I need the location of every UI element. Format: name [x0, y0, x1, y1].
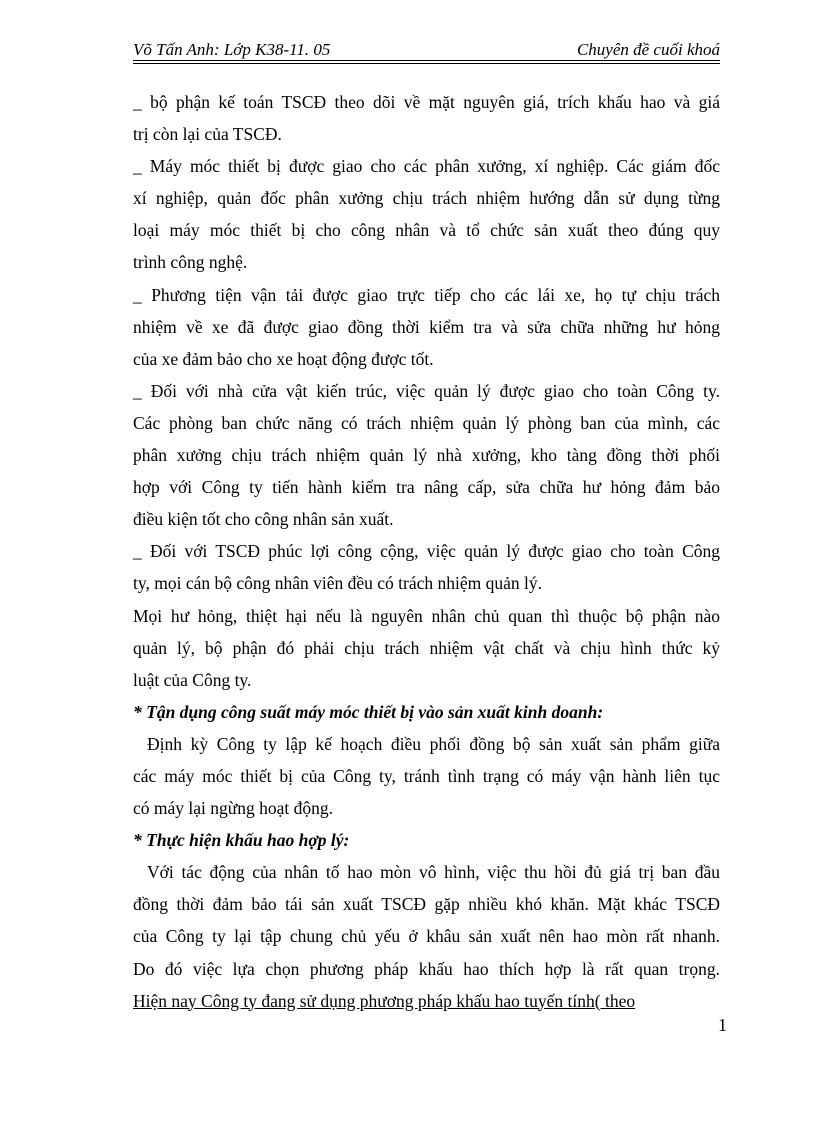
text-line: _ Phương tiện vận tải được giao trực tiếp cho các lái xe, họ tự chịu trách: [133, 284, 720, 305]
text-line: xí nghiệp, quản đốc phân xưởng chịu trách nhiệm hướng dẫn sử dụng từng: [133, 188, 720, 209]
text-line: hợp với Công ty tiến hành kiểm tra nâng cấp, sửa chữa hư hỏng đảm bảo: [133, 477, 720, 498]
page-number: 1: [718, 1015, 727, 1035]
text-line: Định kỳ Công ty lập kế hoạch điều phối đồng bộ sản xuất sản phẩm giữa: [147, 733, 720, 754]
header-rule-thin: [133, 63, 720, 64]
page-header: [133, 40, 720, 62]
text-line: của xe đảm bảo cho xe hoạt động được tốt.: [133, 348, 434, 369]
text-line: _ bộ phận kế toán TSCĐ theo dõi về mặt nguyên giá, trích khấu hao và giá: [133, 92, 720, 112]
text-line: Với tác động của nhân tố hao mòn vô hình, việc thu hồi đủ giá trị ban đầu: [147, 862, 720, 883]
text-line: điều kiện tốt cho công nhân sản xuất.: [133, 509, 394, 530]
text-line: ty, mọi cán bộ công nhân viên đều có trách nhiệm quản lý.: [133, 573, 543, 594]
text-line: _ Đối với TSCĐ phúc lợi công cộng, việc quản lý được giao cho toàn Công: [133, 541, 720, 562]
text-line: _ Đối với nhà cửa vật kiến trúc, việc quản lý được giao cho toàn Công ty.: [133, 380, 720, 401]
text-line: Mọi hư hỏng, thiệt hại nếu là nguyên nhân chủ quan thì thuộc bộ phận nào: [133, 605, 720, 626]
header-author: Võ Tấn Anh: Lớp K38-11. 05: [133, 40, 331, 59]
text-line: Các phòng ban chức năng có trách nhiệm quản lý phòng ban của mình, các: [133, 412, 720, 433]
text-line: của Công ty lại tập chung chủ yếu ở khâu sản xuất nên hao mòn rất nhanh.: [133, 926, 720, 947]
document-body: [133, 86, 720, 1017]
text-line: có máy lại ngừng hoạt động.: [133, 798, 334, 819]
section-heading: * Thực hiện khấu hao hợp lý:: [133, 830, 350, 851]
text-line: trị còn lại của TSCĐ.: [133, 124, 282, 145]
text-line: nhiệm về xe đã được giao đồng thời kiểm tra và sửa chữa những hư hỏng: [133, 316, 720, 337]
text-line: Hiện nay Công ty đang sử dụng phương pháp khấu hao tuyến tính( theo: [133, 990, 636, 1011]
text-line: _ Máy móc thiết bị được giao cho các phân xưởng, xí nghiệp. Các giám đốc: [133, 156, 720, 177]
text-line: trình công nghệ.: [133, 252, 248, 273]
text-line: Do đó việc lựa chọn phương pháp khấu hao thích hợp là rất quan trọng.: [133, 958, 720, 979]
text-line: các máy móc thiết bị của Công ty, tránh tình trạng có máy vận hành liên tục: [133, 765, 720, 786]
section-heading: * Tận dụng công suất máy móc thiết bị vào sản xuất kinh doanh:: [133, 701, 604, 722]
text-line: luật của Công ty.: [133, 669, 252, 690]
text-line: đồng thời đảm bảo tái sản xuất TSCĐ gặp nhiều khó khăn. Mặt khác TSCĐ: [133, 894, 720, 915]
text-line: loại máy móc thiết bị cho công nhân và tổ chức sản xuất theo đúng quy: [133, 220, 720, 241]
header-rule: [133, 60, 720, 61]
text-line: phân xưởng chịu trách nhiệm quản lý nhà xưởng, kho tàng đồng thời phối: [133, 445, 720, 466]
text-line: quản lý, bộ phận đó phải chịu trách nhiệm vật chất và chịu hình thức kỷ: [133, 637, 720, 658]
header-title: Chuyên đề cuối khoá: [576, 40, 720, 59]
